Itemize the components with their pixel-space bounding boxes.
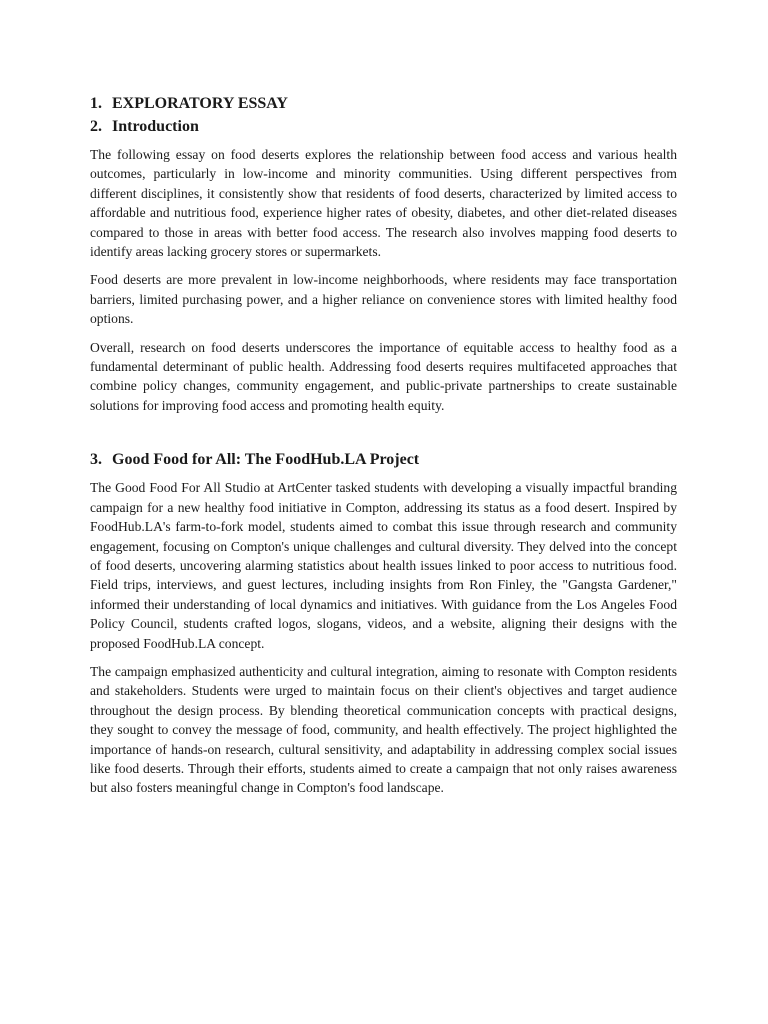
project-paragraph-2: The campaign emphasized authenticity and cultural integration, aiming to resonate with Compton residents and stakeholders. Students were urged to maintain focus on their client's objectives and target audience throughout the design process. By blending theoretical communication concepts with practical designs, they sought to convey the message of food, community, and health effectively. The project highlighted the importance of hands-on research, cultural sensitivity, and adaptability in addressing complex social issues like food deserts. Through their efforts, students aimed to create a campaign that not only raises awareness but also fosters meaningful change in Compton's food landscape.	[90, 663, 677, 796]
heading-number: 1.	[90, 95, 102, 112]
heading-introduction	[90, 115, 677, 138]
heading-number: 2.	[90, 118, 102, 135]
intro-paragraph-2: Food deserts are more prevalent in low-income neighborhoods, where residents may face transportation barriers, limited purchasing power, and a higher reliance on convenience stores with limited healthy food options.	[90, 272, 677, 327]
intro-paragraph-1: The following essay on food deserts explores the relationship between food access and various health outcomes, particularly in low-income and minority communities. Using different perspectives from different disciplines, it consistently show that residents of food deserts, characterized by limited access to affordable and nutritious food, experience higher rates of obesity, diabetes, and other diet-related diseases compared to those in areas with better food access. The research also involves mapping food deserts to identify areas lacking grocery stores or supermarkets.	[90, 147, 677, 260]
intro-paragraph-3: Overall, research on food deserts underscores the importance of equitable access to healthy food as a fundamental determinant of public health. Addressing food deserts requires multifaceted approaches that combine policy changes, community engagement, and public-private partnerships to create sustainable solutions for improving food access and promoting health equity.	[90, 339, 677, 413]
heading-text: EXPLORATORY ESSAY	[112, 95, 288, 112]
heading-text: Introduction	[112, 118, 199, 135]
heading-exploratory-essay	[90, 92, 677, 115]
heading-number: 3.	[90, 451, 102, 469]
heading-foodhub-project	[90, 448, 677, 471]
project-paragraph-1: The Good Food For All Studio at ArtCenter tasked students with developing a visually impactful branding campaign for a new healthy food initiative in Compton, addressing its status as a food desert. Inspired by FoodHub.LA's farm-to-fork model, students aimed to combat this issue through research and community engagement, focusing on Compton's unique challenges and cultural diversity. They delved into the concept of food deserts, uncovering alarming statistics about health issues linked to poor access to nutritious food. Field trips, interviews, and guest lectures, including insights from Ron Finley, the "Gangsta Gardener," informed their understanding of local dynamics and initiatives. With guidance from the Los Angeles Food Policy Council, students crafted logos, slogans, videos, and a website, aligning their designs with the proposed FoodHub.LA concept.	[90, 480, 677, 651]
heading-text: Good Food for All: The FoodHub.LA Project	[112, 451, 420, 469]
document-page	[90, 92, 677, 798]
